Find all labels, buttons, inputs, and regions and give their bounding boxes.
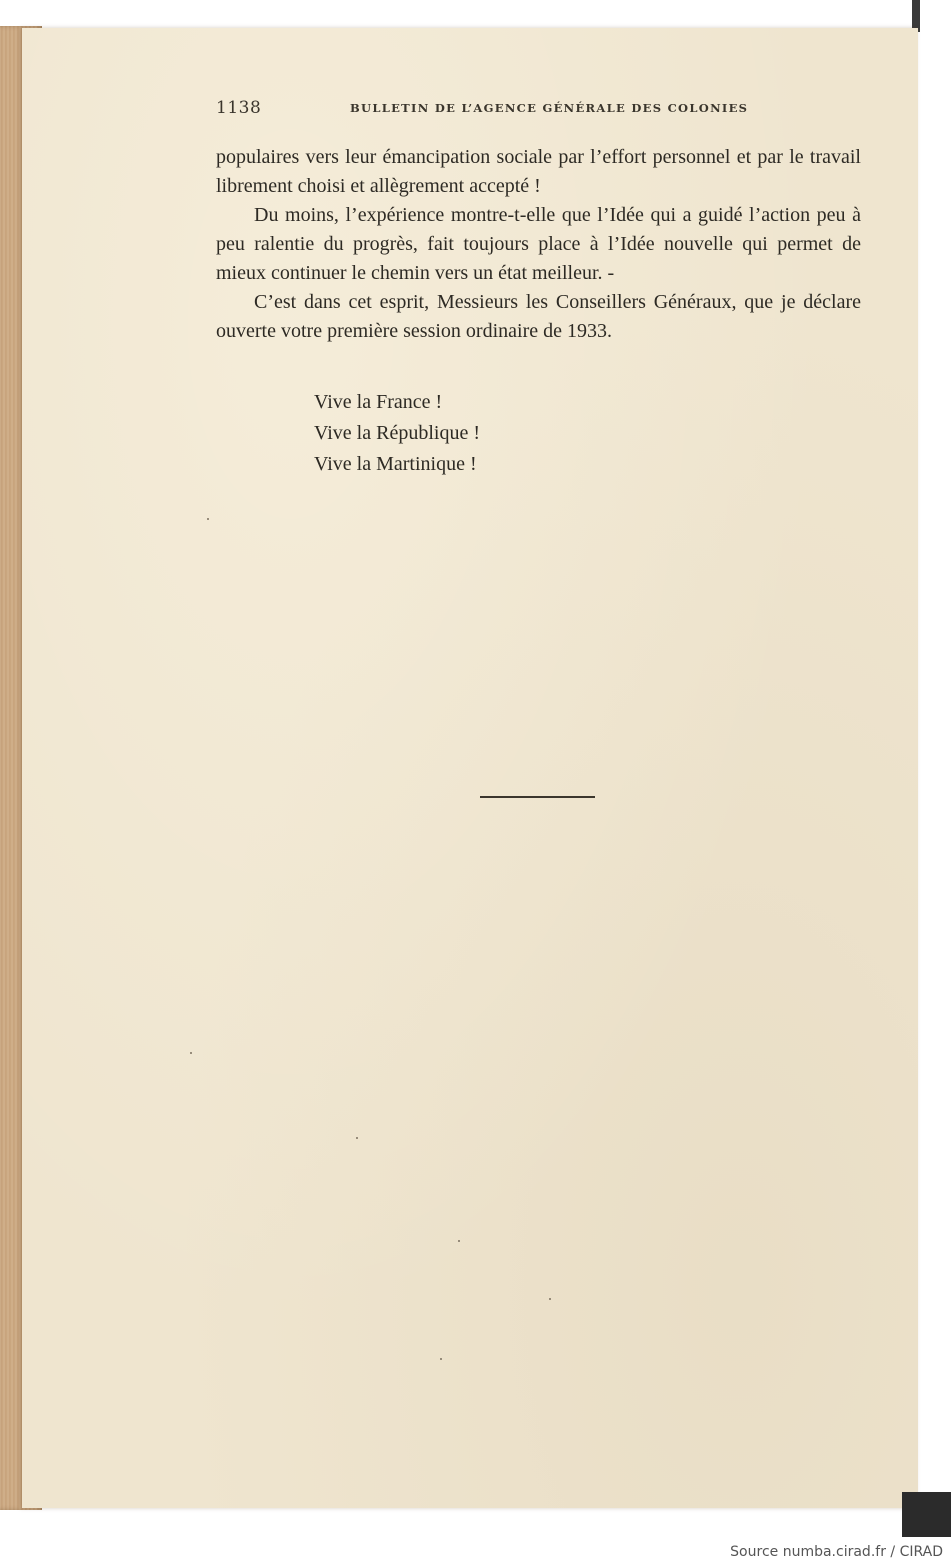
paper-speck: [458, 1240, 460, 1242]
scan-margin-top-right: [918, 0, 951, 30]
paper-speck: [190, 1052, 192, 1054]
acclamation-martinique: Vive la Martinique !: [314, 453, 477, 475]
paper-speck: [549, 1298, 551, 1300]
closing-acclamations: [314, 387, 480, 480]
paper-speck: [207, 518, 209, 520]
binding-strip-bottom: [902, 1492, 951, 1537]
end-rule: [480, 796, 595, 798]
running-head: BULLETIN DE L’AGENCE GÉNÉRALE DES COLONIES: [350, 101, 749, 115]
acclamation-republique: Vive la République !: [314, 422, 480, 444]
paragraph-continuation: populaires vers leur émancipation sociale par l’effort personnel et par le travail librement choisi et allègrement accepté !: [216, 146, 861, 197]
paper-speck: [440, 1358, 442, 1360]
acclamation-france: Vive la France !: [314, 391, 443, 413]
paragraph-experience: Du moins, l’expérience montre-t-elle que l’Idée qui a guidé l’action peu à peu ralentie du progrès, fait toujours place à l’Idée nouvelle qui permet de mieux continuer le chemin vers un état meilleur. -: [216, 204, 861, 284]
source-credit: Source numba.cirad.fr / CIRAD: [730, 1544, 943, 1560]
paper-speck: [356, 1137, 358, 1139]
body-text: [216, 143, 861, 346]
page-number: 1138: [216, 98, 262, 118]
paragraph-session-opening: C’est dans cet esprit, Messieurs les Conseillers Généraux, que je déclare ouverte votre première session ordinaire de 1933.: [216, 291, 861, 342]
